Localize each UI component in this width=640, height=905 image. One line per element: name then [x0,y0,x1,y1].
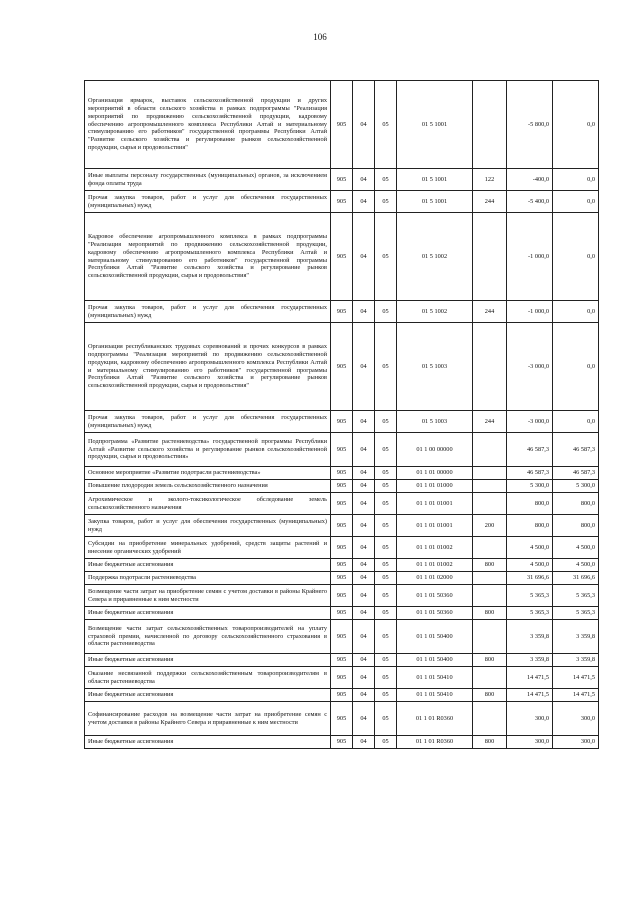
row-subsection-code: 05 [375,411,397,433]
row-amount-year-2: 0,0 [553,81,599,169]
row-description: Подпрограмма «Развитие растениеводства» государственной программы Республики Алтай «Развитие сельского хозяйства и регулирование рынков сельскохозяйственной продукции, сырья и продовольствия» [85,433,331,467]
row-expense-type: 244 [473,191,507,213]
row-section-code: 04 [353,169,375,191]
budget-table [84,80,599,749]
row-section-code: 04 [353,585,375,607]
table-row [85,654,599,667]
row-amount-year-2: 31 696,6 [553,572,599,585]
row-subsection-code: 05 [375,81,397,169]
row-section-code: 04 [353,736,375,749]
row-amount-year-2: 0,0 [553,191,599,213]
row-section-code: 04 [353,191,375,213]
row-description: Агрохимическое и эколого-токсикологическое обследование земель сельскохозяйственного назначения [85,493,331,515]
row-amount-year-2: 0,0 [553,411,599,433]
row-subsection-code: 05 [375,620,397,654]
row-target-article: 01 1 01 02000 [397,572,473,585]
row-amount-year-2: 3 359,8 [553,620,599,654]
row-description: Субсидии на приобретение минеральных удобрений, средств защиты растений и внесение органических удобрений [85,537,331,559]
table-row [85,620,599,654]
row-grbs-code: 905 [331,689,353,702]
row-expense-type [473,572,507,585]
row-description: Иные бюджетные ассигнования [85,736,331,749]
row-subsection-code: 05 [375,301,397,323]
row-subsection-code: 05 [375,654,397,667]
row-expense-type [473,493,507,515]
row-grbs-code: 905 [331,607,353,620]
row-description: Возмещение части затрат на приобретение семян с учетом доставки в районы Крайнего Севера и приравненные к ним местности [85,585,331,607]
row-description: Иные бюджетные ассигнования [85,654,331,667]
row-expense-type: 244 [473,411,507,433]
row-grbs-code: 905 [331,585,353,607]
row-expense-type [473,323,507,411]
row-expense-type: 800 [473,736,507,749]
row-amount-year-1: 14 471,5 [507,667,553,689]
table-row [85,515,599,537]
row-amount-year-1: -5 800,0 [507,81,553,169]
row-expense-type [473,81,507,169]
row-amount-year-2: 4 500,0 [553,559,599,572]
row-expense-type: 800 [473,689,507,702]
row-expense-type [473,213,507,301]
row-subsection-code: 05 [375,169,397,191]
row-amount-year-1: 800,0 [507,515,553,537]
row-section-code: 04 [353,537,375,559]
row-expense-type [473,537,507,559]
row-amount-year-2: 800,0 [553,493,599,515]
row-description: Кадровое обеспечение агропромышленного комплекса в рамках подпрограммы "Реализация мероприятий по продвижению сельскохозяйственной продукции, кадровому обеспечению агропромышленного комплекса Республики Алтай и материальному стимулированию его работников" государственной программы Республики Алтай "Развитие сельского хозяйства и регулирование рынков сельскохозяйственной продукции, сырья и продовольствия" [85,213,331,301]
row-subsection-code: 05 [375,559,397,572]
row-grbs-code: 905 [331,537,353,559]
row-amount-year-1: 4 500,0 [507,559,553,572]
row-expense-type [473,433,507,467]
row-target-article: 01 5 1003 [397,323,473,411]
row-grbs-code: 905 [331,493,353,515]
row-expense-type [473,620,507,654]
table-row [85,607,599,620]
row-subsection-code: 05 [375,736,397,749]
table-row [85,537,599,559]
row-amount-year-1: 14 471,5 [507,689,553,702]
row-target-article: 01 5 1001 [397,191,473,213]
row-grbs-code: 905 [331,467,353,480]
row-subsection-code: 05 [375,607,397,620]
row-description: Иные бюджетные ассигнования [85,607,331,620]
row-description: Организация ярмарок, выставок сельскохозяйственной продукции и других мероприятий в области сельского хозяйства в рамках подпрограммы "Реализация мероприятий по продвижению сельскохозяйственной продукции, кадровому обеспечению агропромышленного комплекса Республики Алтай и материальному стимулированию его работников" государственной программы Республики Алтай "Развитие сельского хозяйства и регулирование рынков сельскохозяйственной продукции, сырья и продовольствия" [85,81,331,169]
row-expense-type: 200 [473,515,507,537]
row-section-code: 04 [353,654,375,667]
row-description: Оказание несвязанной поддержки сельскохозяйственным товаропроизводителям в области растениеводства [85,667,331,689]
row-target-article: 01 1 01 50400 [397,654,473,667]
row-description: Иные бюджетные ассигнования [85,689,331,702]
row-subsection-code: 05 [375,689,397,702]
row-description: Закупка товаров, работ и услуг для обеспечения государственных (муниципальных) нужд [85,515,331,537]
row-amount-year-2: 5 300,0 [553,480,599,493]
row-target-article: 01 1 01 01002 [397,559,473,572]
table-row [85,169,599,191]
table-row [85,323,599,411]
row-amount-year-1: -5 400,0 [507,191,553,213]
row-description: Повышение плодородия земель сельскохозяйственного назначения [85,480,331,493]
row-target-article: 01 1 01 50410 [397,689,473,702]
row-amount-year-2: 0,0 [553,301,599,323]
row-subsection-code: 05 [375,213,397,301]
row-grbs-code: 905 [331,191,353,213]
row-section-code: 04 [353,620,375,654]
row-amount-year-1: 800,0 [507,493,553,515]
row-amount-year-2: 3 359,8 [553,654,599,667]
row-target-article: 01 5 1002 [397,301,473,323]
row-target-article: 01 1 01 R0360 [397,736,473,749]
row-amount-year-2: 46 587,3 [553,433,599,467]
row-section-code: 04 [353,515,375,537]
row-section-code: 04 [353,702,375,736]
row-subsection-code: 05 [375,433,397,467]
row-target-article: 01 1 00 00000 [397,433,473,467]
row-section-code: 04 [353,433,375,467]
row-expense-type: 800 [473,607,507,620]
row-target-article: 01 1 01 R0360 [397,702,473,736]
row-amount-year-2: 46 587,3 [553,467,599,480]
row-subsection-code: 05 [375,537,397,559]
row-subsection-code: 05 [375,702,397,736]
table-row [85,480,599,493]
row-amount-year-2: 300,0 [553,702,599,736]
table-row [85,411,599,433]
row-amount-year-2: 0,0 [553,169,599,191]
row-amount-year-2: 4 500,0 [553,537,599,559]
row-description: Прочая закупка товаров, работ и услуг для обеспечения государственных (муниципальных) нужд [85,191,331,213]
table-row [85,667,599,689]
table-row [85,702,599,736]
row-target-article: 01 1 01 01001 [397,515,473,537]
table-row [85,433,599,467]
row-amount-year-1: 5 365,3 [507,585,553,607]
row-section-code: 04 [353,572,375,585]
table-row [85,559,599,572]
table-row [85,572,599,585]
row-description: Прочая закупка товаров, работ и услуг для обеспечения государственных (муниципальных) нужд [85,301,331,323]
row-grbs-code: 905 [331,667,353,689]
row-amount-year-1: 300,0 [507,702,553,736]
row-grbs-code: 905 [331,411,353,433]
row-subsection-code: 05 [375,515,397,537]
row-expense-type: 800 [473,559,507,572]
row-description: Прочая закупка товаров, работ и услуг для обеспечения государственных (муниципальных) нужд [85,411,331,433]
row-grbs-code: 905 [331,515,353,537]
row-expense-type [473,467,507,480]
row-amount-year-1: 4 500,0 [507,537,553,559]
row-subsection-code: 05 [375,493,397,515]
row-section-code: 04 [353,213,375,301]
row-expense-type [473,585,507,607]
row-subsection-code: 05 [375,191,397,213]
row-section-code: 04 [353,607,375,620]
table-body [85,81,599,749]
row-target-article: 01 5 1001 [397,169,473,191]
row-target-article: 01 1 01 50360 [397,585,473,607]
row-section-code: 04 [353,689,375,702]
row-section-code: 04 [353,323,375,411]
row-section-code: 04 [353,467,375,480]
row-amount-year-1: 46 587,3 [507,433,553,467]
row-description: Софинансирование расходов на возмещение части затрат на приобретение семян с учетом доставки в районы Крайнего Севера и приравненные к ним местности [85,702,331,736]
row-subsection-code: 05 [375,323,397,411]
row-amount-year-1: 5 365,3 [507,607,553,620]
row-amount-year-1: -3 000,0 [507,323,553,411]
row-expense-type: 800 [473,654,507,667]
row-target-article: 01 5 1003 [397,411,473,433]
row-section-code: 04 [353,81,375,169]
row-target-article: 01 1 01 00000 [397,467,473,480]
row-description: Возмещение части затрат сельскохозяйственных товаропроизводителей на уплату страховой премии, начисленной по договору сельскохозяйственного страхования в области растениеводства [85,620,331,654]
row-amount-year-1: -400,0 [507,169,553,191]
row-amount-year-1: 3 359,8 [507,620,553,654]
table-row [85,467,599,480]
row-expense-type [473,480,507,493]
row-subsection-code: 05 [375,572,397,585]
row-description: Иные выплаты персоналу государственных (муниципальных) органов, за исключением фонда оплаты труда [85,169,331,191]
row-subsection-code: 05 [375,585,397,607]
row-amount-year-1: 3 359,8 [507,654,553,667]
table-row [85,81,599,169]
row-amount-year-1: 300,0 [507,736,553,749]
row-section-code: 04 [353,493,375,515]
row-section-code: 04 [353,667,375,689]
row-amount-year-2: 800,0 [553,515,599,537]
row-section-code: 04 [353,411,375,433]
row-amount-year-1: -3 000,0 [507,411,553,433]
row-target-article: 01 1 01 01002 [397,537,473,559]
row-amount-year-1: 31 696,6 [507,572,553,585]
table-row [85,493,599,515]
row-subsection-code: 05 [375,467,397,480]
row-amount-year-2: 0,0 [553,323,599,411]
row-target-article: 01 5 1001 [397,81,473,169]
row-description: Иные бюджетные ассигнования [85,559,331,572]
table-row [85,301,599,323]
row-target-article: 01 5 1002 [397,213,473,301]
row-grbs-code: 905 [331,323,353,411]
row-amount-year-2: 0,0 [553,213,599,301]
row-grbs-code: 905 [331,81,353,169]
row-subsection-code: 05 [375,480,397,493]
page-number: 106 [313,32,327,42]
row-grbs-code: 905 [331,480,353,493]
row-target-article: 01 1 01 01000 [397,480,473,493]
table-row [85,585,599,607]
row-expense-type [473,702,507,736]
row-target-article: 01 1 01 50400 [397,620,473,654]
row-target-article: 01 1 01 50360 [397,607,473,620]
row-expense-type [473,667,507,689]
row-description: Поддержка подотрасли растениеводства [85,572,331,585]
row-amount-year-1: 46 587,3 [507,467,553,480]
row-amount-year-2: 14 471,5 [553,689,599,702]
row-amount-year-2: 14 471,5 [553,667,599,689]
row-expense-type: 122 [473,169,507,191]
row-subsection-code: 05 [375,667,397,689]
table-row [85,213,599,301]
row-description: Основное мероприятие «Развитие подотрасли растениеводства» [85,467,331,480]
row-amount-year-2: 5 365,3 [553,607,599,620]
row-grbs-code: 905 [331,654,353,667]
row-section-code: 04 [353,301,375,323]
row-amount-year-1: 5 300,0 [507,480,553,493]
table-row [85,191,599,213]
table-row [85,689,599,702]
row-amount-year-2: 300,0 [553,736,599,749]
row-grbs-code: 905 [331,620,353,654]
row-target-article: 01 1 01 50410 [397,667,473,689]
row-grbs-code: 905 [331,702,353,736]
row-grbs-code: 905 [331,736,353,749]
row-amount-year-2: 5 365,3 [553,585,599,607]
row-grbs-code: 905 [331,169,353,191]
row-grbs-code: 905 [331,301,353,323]
row-description: Организация республиканских трудовых соревнований и прочих конкурсов в рамках подпрограммы "Реализация мероприятий по продвижению сельскохозяйственной продукции, кадровому обеспечению агропромышленного комплекса Республики Алтай и материальному стимулированию его работников" государственной программы Республики Алтай "Развитие сельского хозяйства и регулирование рынков сельскохозяйственной продукции, сырья и продовольствия" [85,323,331,411]
row-grbs-code: 905 [331,572,353,585]
row-grbs-code: 905 [331,433,353,467]
row-amount-year-1: -1 000,0 [507,213,553,301]
row-grbs-code: 905 [331,559,353,572]
row-expense-type: 244 [473,301,507,323]
row-section-code: 04 [353,559,375,572]
row-section-code: 04 [353,480,375,493]
row-target-article: 01 1 01 01001 [397,493,473,515]
table-row [85,736,599,749]
row-grbs-code: 905 [331,213,353,301]
row-amount-year-1: -1 000,0 [507,301,553,323]
